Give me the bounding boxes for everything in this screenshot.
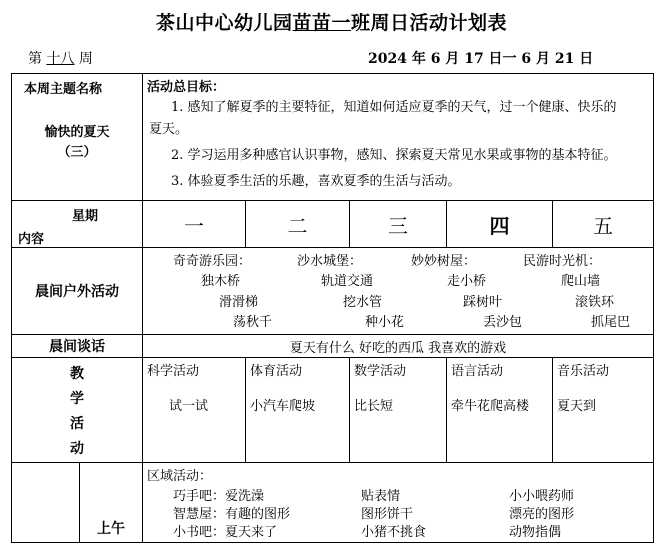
subject-type: 科学活动 bbox=[147, 364, 200, 379]
period-label: 上午 bbox=[80, 463, 143, 543]
area-item: 巧手吧：爱洗澡 bbox=[173, 489, 265, 504]
page-title: 茶山中心幼儿园苗苗一班周日活动计划表 bbox=[155, 12, 508, 34]
area-item: 贴表情 bbox=[361, 489, 401, 504]
goals-cell bbox=[143, 74, 654, 201]
area-title: 区域活动： bbox=[147, 469, 213, 484]
outdoor-item: 爬山墙 bbox=[561, 274, 601, 289]
outdoor-item: 滑滑梯 bbox=[219, 295, 259, 310]
subject-type: 体育活动 bbox=[250, 364, 303, 379]
outdoor-item: 踩树叶 bbox=[463, 295, 503, 310]
day-thursday: 四 bbox=[447, 201, 553, 248]
teaching-thursday bbox=[447, 358, 553, 463]
date-range: 2024 年 6 月 17 日一 6 月 21 日 bbox=[368, 51, 594, 67]
theme-cell bbox=[12, 74, 143, 201]
area-item: 小猪不挑食 bbox=[361, 525, 427, 540]
outdoor-cell bbox=[143, 248, 654, 335]
area-item: 智慧屋：有趣的图形 bbox=[173, 507, 291, 522]
day-monday: 一 bbox=[143, 201, 246, 248]
weekday-header-cell bbox=[12, 201, 143, 248]
subject-type: 音乐活动 bbox=[557, 364, 610, 379]
period-spacer bbox=[12, 463, 80, 543]
talk-content: 夏天有什么 好吃的西瓜 我喜欢的游戏 bbox=[143, 335, 654, 358]
subject-activity: 小汽车爬坡 bbox=[250, 399, 316, 414]
zone-4: 民游时光机： bbox=[523, 254, 602, 269]
outdoor-item: 滚铁环 bbox=[575, 295, 615, 310]
content-label: 内容 bbox=[18, 232, 45, 247]
teaching-tuesday bbox=[246, 358, 350, 463]
theme-part: （三） bbox=[57, 145, 97, 160]
outdoor-item: 挖水管 bbox=[343, 295, 383, 310]
area-item: 小小喂药师 bbox=[509, 489, 575, 504]
outdoor-item: 轨道交通 bbox=[321, 274, 374, 289]
goal-1: 1. 感知了解夏季的主要特征，知道如何适应夏季的天气，过一个健康、快乐的 bbox=[171, 100, 617, 115]
talk-label: 晨间谈话 bbox=[12, 335, 143, 358]
zone-3: 妙妙树屋： bbox=[411, 254, 477, 269]
theme-label: 本周主题名称 bbox=[24, 82, 103, 97]
area-item: 图形饼干 bbox=[361, 507, 414, 522]
outdoor-label: 晨间户外活动 bbox=[12, 248, 143, 335]
area-item: 动物指偶 bbox=[509, 525, 562, 540]
outdoor-item: 种小花 bbox=[365, 315, 405, 330]
outdoor-item: 独木桥 bbox=[201, 274, 241, 289]
teaching-monday bbox=[143, 358, 246, 463]
area-item: 漂亮的图形 bbox=[509, 507, 575, 522]
subject-activity: 试一试 bbox=[169, 399, 209, 414]
teaching-label: 教 学 活 动 bbox=[12, 358, 143, 463]
day-friday: 五 bbox=[553, 201, 654, 248]
day-tuesday: 二 bbox=[246, 201, 350, 248]
outdoor-item: 丢沙包 bbox=[483, 315, 523, 330]
goal-2: 2. 学习运用多种感官认识事物，感知、探索夏天常见水果或事物的基本特征。 bbox=[171, 148, 617, 163]
subject-activity: 夏天到 bbox=[557, 399, 597, 414]
goal-3: 3. 体验夏季生活的乐趣，喜欢夏季的生活与活动。 bbox=[171, 174, 461, 189]
day-wednesday: 三 bbox=[350, 201, 447, 248]
week-number: 第 十八 周 bbox=[28, 51, 93, 67]
subject-type: 数学活动 bbox=[354, 364, 407, 379]
zone-2: 沙水城堡： bbox=[297, 254, 363, 269]
outdoor-item: 荡秋千 bbox=[233, 315, 273, 330]
weekly-plan-table bbox=[11, 73, 654, 543]
zone-1: 奇奇游乐园： bbox=[173, 254, 252, 269]
outdoor-item: 走小桥 bbox=[447, 274, 487, 289]
subject-activity: 牵牛花爬高楼 bbox=[451, 399, 530, 414]
area-cell bbox=[143, 463, 654, 543]
teaching-friday bbox=[553, 358, 654, 463]
goal-1-cont: 夏天。 bbox=[149, 122, 189, 137]
goals-title: 活动总目标： bbox=[147, 80, 226, 95]
class-name: 苗苗一 bbox=[292, 12, 351, 34]
subject-type: 语言活动 bbox=[451, 364, 504, 379]
theme-name: 愉快的夏天 bbox=[44, 125, 110, 140]
teaching-wednesday bbox=[350, 358, 447, 463]
weekday-label: 星期 bbox=[72, 209, 99, 224]
area-item: 小书吧：夏天来了 bbox=[173, 525, 278, 540]
subject-activity: 比长短 bbox=[354, 399, 394, 414]
outdoor-item: 抓尾巴 bbox=[591, 315, 631, 330]
